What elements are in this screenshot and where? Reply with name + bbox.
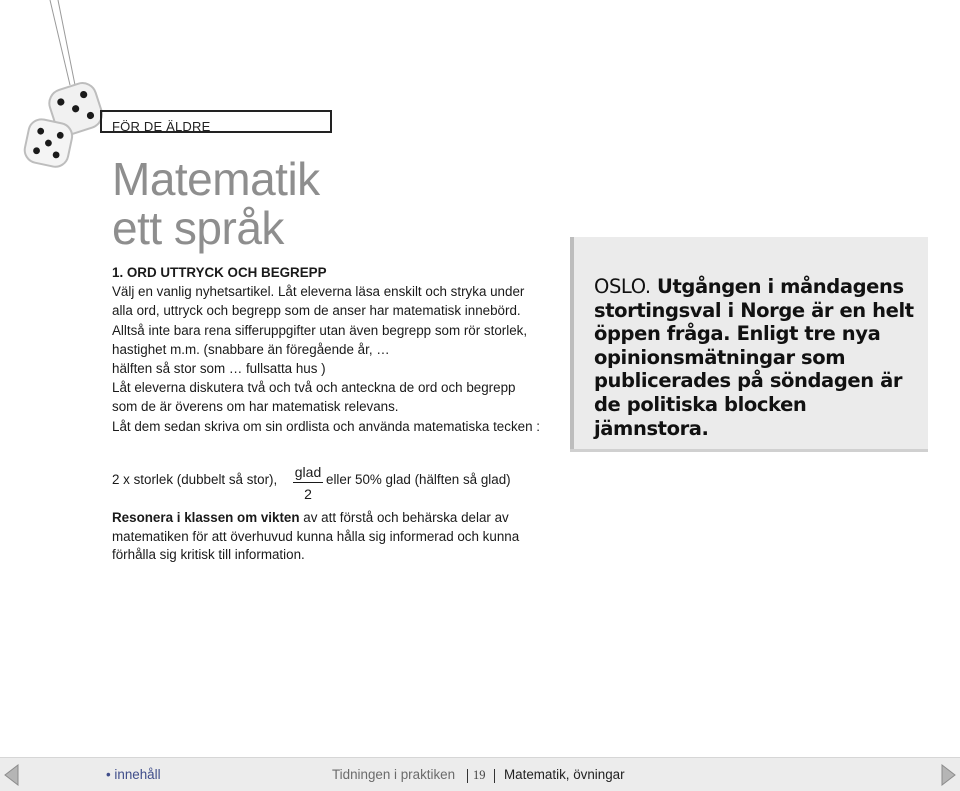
clipping-dateline: OSLO.	[594, 275, 651, 298]
footer-divider	[494, 769, 495, 783]
title-line-2: ett språk	[112, 202, 284, 254]
reasoning-bold: Resonera i klassen om vikten	[112, 510, 300, 525]
reasoning-paragraph	[112, 509, 552, 565]
clipping-edge-bottom	[570, 449, 928, 452]
page-title	[112, 155, 320, 253]
paragraph-4: Låt dem sedan skriva om sin ordlista och använda matematiska tecken :	[112, 418, 540, 434]
footer-bar	[0, 757, 960, 791]
page-number: 19	[473, 768, 486, 782]
paragraph-2: hälften så stor som … fullsatta hus )	[112, 361, 326, 377]
section-label: FÖR DE ÄLDRE	[112, 119, 211, 134]
exercise-body	[112, 263, 542, 436]
clipping-edge	[570, 237, 574, 452]
clipping-body: Utgången i måndagens stortingsval i Norge är en helt öppen fråga. Enligt tre nya opinionsmätningar som publicerades på söndagen är de politiska blocken jämnstora.	[594, 275, 914, 440]
formula-prefix: 2 x storlek (dubbelt så stor),	[112, 472, 278, 487]
newspaper-clipping	[570, 237, 928, 452]
section-label-box	[100, 110, 332, 133]
triangle-left-icon[interactable]	[4, 764, 20, 786]
publication-name: Tidningen i praktiken	[332, 767, 456, 782]
triangle-right-icon[interactable]	[940, 764, 956, 786]
fraction-numerator: glad	[294, 464, 322, 480]
fuzzy-dice-icon	[20, 0, 110, 175]
footer-divider	[467, 769, 468, 783]
contents-link[interactable]: • innehåll	[106, 767, 161, 782]
fraction-denominator: 2	[304, 486, 312, 502]
paragraph-3: Låt eleverna diskutera två och två och anteckna de ord och begrepp som de är överens om har matematisk relevans.	[112, 380, 516, 415]
clipping-text	[594, 275, 924, 440]
section-name: Matematik, övningar	[504, 767, 625, 782]
exercise-heading: 1. ORD UTTRYCK OCH BEGREPP	[112, 265, 327, 280]
fraction-bar	[293, 482, 323, 483]
fraction	[293, 464, 323, 502]
formula-suffix: eller 50% glad (hälften så glad)	[326, 472, 511, 487]
formula-example	[112, 461, 552, 509]
title-line-1: Matematik	[112, 153, 320, 205]
paragraph-1: Välj en vanlig nyhetsartikel. Låt eleverna läsa enskilt och stryka under alla ord, uttryck och begrepp som de anser har matematisk innebörd. Alltså inte bara rena sifferuppgifter utan även begrepp som rör storlek, hastighet m.m. (snabbare än föregående år, …	[112, 284, 528, 357]
reasoning-text: av att förstå och behärska delar av matematiken för att överhuvud kunna hålla sig informerad och kunna förhålla sig kritisk till information.	[112, 510, 520, 563]
